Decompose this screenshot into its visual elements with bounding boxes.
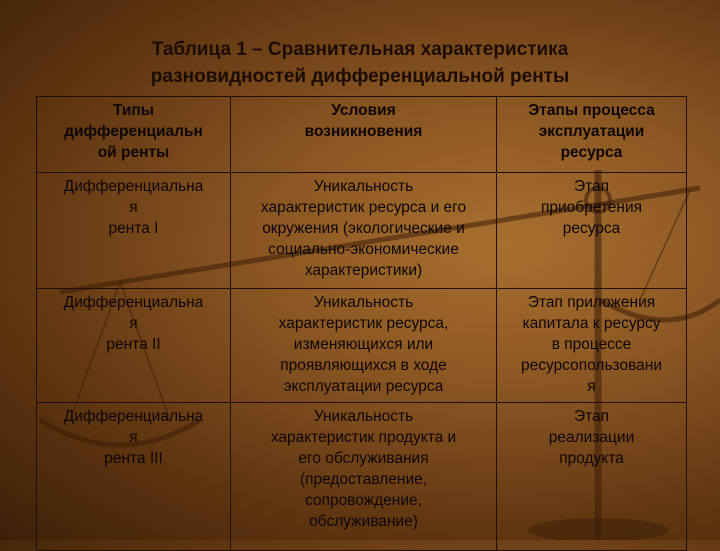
rent-type-cell: Дифференциальна я рента III	[37, 403, 231, 551]
stage-cell: Этап приобретения ресурса	[497, 173, 687, 289]
comparison-table	[36, 96, 687, 551]
stage-cell: Этап приложения капитала к ресурсу в процессе ресурсопользовани я	[497, 289, 687, 403]
rent-type-cell: Дифференциальна я рента II	[37, 289, 231, 403]
table-row	[37, 173, 687, 289]
header-cell-stage: Этапы процесса эксплуатации ресурса	[497, 97, 687, 173]
table-header-row	[37, 97, 687, 173]
table-row	[37, 289, 687, 403]
header-cell-conditions: Условия возникновения	[231, 97, 497, 173]
title-line-1: Таблица 1 – Сравнительная характеристика	[151, 39, 569, 60]
table-row	[37, 403, 687, 551]
conditions-cell: Уникальность характеристик ресурса, изменяющихся или проявляющихся в ходе эксплуатации ресурса	[231, 289, 497, 403]
rent-type-cell: Дифференциальна я рента I	[37, 173, 231, 289]
title-line-2: разновидностей дифференциальной ренты	[150, 66, 570, 87]
header-cell-type: Типы дифференциальн ой ренты	[37, 97, 231, 173]
slide-title	[0, 36, 720, 90]
conditions-cell: Уникальность характеристик продукта и его обслуживания (предоставление, сопровождение, обслуживание)	[231, 403, 497, 551]
conditions-cell: Уникальность характеристик ресурса и его окружения (экологические и социально-экономические характеристики)	[231, 173, 497, 289]
stage-cell: Этап реализации продукта	[497, 403, 687, 551]
